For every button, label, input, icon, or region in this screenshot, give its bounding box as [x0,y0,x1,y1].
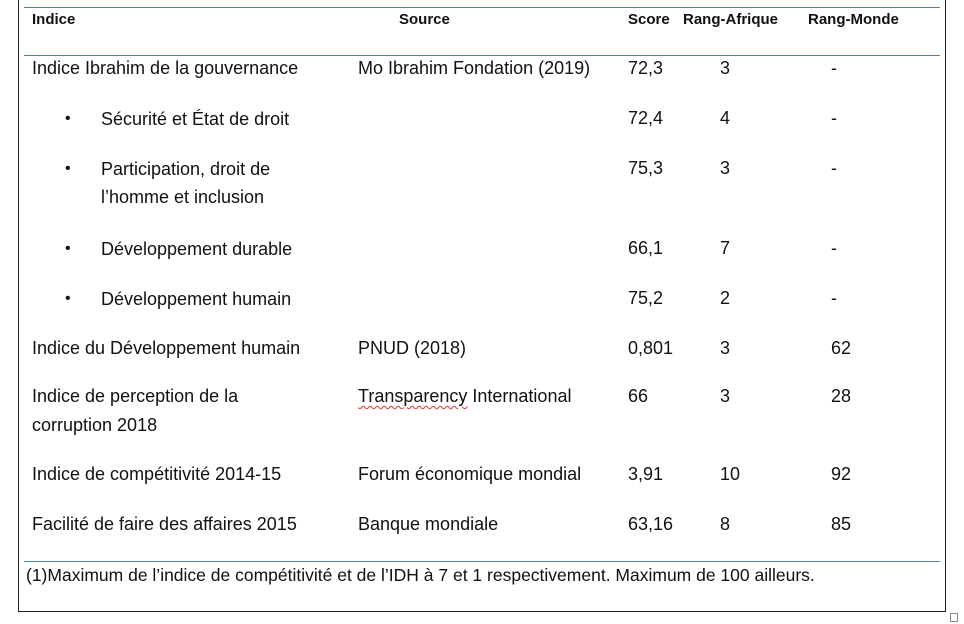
table-cell-rang-monde: - [831,58,837,78]
table-cell-source: Banque mondiale [358,514,499,534]
table-cell-rang-afrique: 3 [720,58,731,78]
table-cell-rang-monde: - [831,238,837,258]
bullet-icon: • [65,110,71,127]
table-cell-rang-afrique: 2 [720,288,731,308]
source-remainder: International [467,386,572,406]
table-cell-rang-afrique: 3 [720,338,731,358]
bullet-icon: • [65,290,71,307]
header-source: Source [399,11,450,28]
table-cell-indice: Sécurité et État de droit [101,109,290,129]
table-cell-rang-monde: 28 [831,386,852,406]
table-cell-source: Mo Ibrahim Fondation (2019) [358,58,591,78]
table-cell-rang-monde: - [831,288,837,308]
footnote: (1)Maximum de l’indice de compétitivité et de l’IDH à 7 et 1 respectivement. Maximum de 100 ailleurs. [26,565,815,585]
table-cell-score: 72,4 [628,108,664,128]
top-rule [24,7,940,8]
table-cell-rang-monde: - [831,108,837,128]
table-cell-score: 72,3 [628,58,664,78]
table-cell-rang-monde: 85 [831,514,852,534]
header-rang-monde: Rang-Monde [808,11,899,28]
table-cell-rang-monde: 92 [831,464,852,484]
table-cell-indice: Développement humain [101,289,292,309]
table-cell-rang-afrique: 3 [720,158,731,178]
table-cell-rang-monde: - [831,158,837,178]
table-cell-score: 66,1 [628,238,664,258]
table-cell-rang-monde: 62 [831,338,852,358]
header-score: Score [628,11,670,28]
table-cell-indice-line1: Participation, droit de [101,159,271,179]
table-cell-score: 75,3 [628,158,664,178]
table-cell-score: 0,801 [628,338,674,358]
table-cell-rang-afrique: 3 [720,386,731,406]
bullet-icon: • [65,240,71,257]
spellcheck-underlined-word: Transparency [358,386,468,406]
table-cell-score: 3,91 [628,464,664,484]
table-cell-score: 63,16 [628,514,674,534]
bullet-icon: • [65,160,71,177]
header-rang-afrique: Rang-Afrique [683,11,778,28]
table-cell-rang-afrique: 8 [720,514,731,534]
table-cell-indice: Développement durable [101,239,293,259]
table-cell-indice-line1: Indice de perception de la [32,386,239,406]
table-cell-indice: Indice de compétitivité 2014-15 [32,464,282,484]
table-cell-indice: Indice Ibrahim de la gouvernance [32,58,299,78]
table-cell-source: Forum économique mondial [358,464,582,484]
table-cell-score: 75,2 [628,288,664,308]
table-cell-indice: Indice du Développement humain [32,338,301,358]
table-cell-indice: Facilité de faire des affaires 2015 [32,514,297,534]
table-cell-rang-afrique: 4 [720,108,731,128]
resize-handle-icon[interactable] [950,613,958,622]
table-cell-source [358,382,571,410]
table-cell-rang-afrique: 7 [720,238,731,258]
header-indice: Indice [32,11,76,28]
table-cell-indice-line2: l’homme et inclusion [101,187,265,207]
table-cell-score: 66 [628,386,649,406]
table-cell-indice-line2: corruption 2018 [32,415,158,435]
bottom-rule [24,561,940,562]
table-cell-rang-afrique: 10 [720,464,741,484]
table-cell-source: PNUD (2018) [358,338,467,358]
